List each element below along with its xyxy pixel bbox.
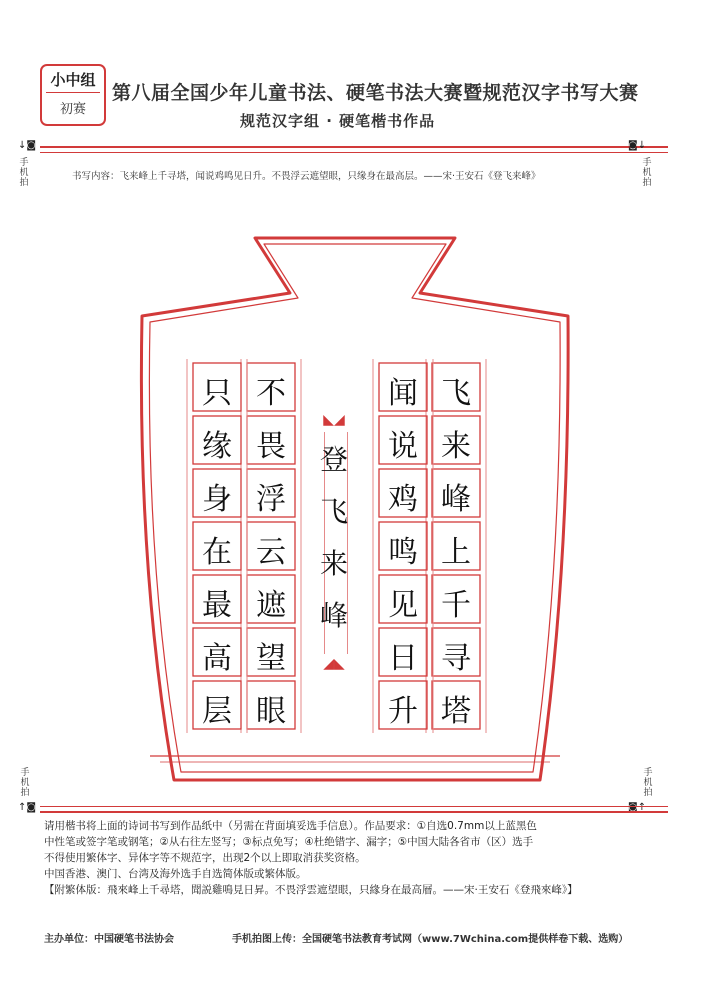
instruction-line-1: 请用楷书将上面的诗词书写到作品纸中（另需在背面填妥选手信息）。作品要求：①自选0.7mm以上蓝黑色: [44, 820, 537, 832]
poem-title-character: 来: [319, 547, 348, 580]
instruction-line-3: 不得使用繁体字、异体字等不规范字，出现2个以上即取消获奖资格。: [44, 852, 366, 864]
chevron-up-icon: ◢◣: [323, 656, 345, 672]
arrow-up-icon: ↑: [637, 802, 647, 813]
poem-character: 望: [256, 641, 286, 676]
camera-marker-bottom-left: [18, 802, 36, 813]
poem-character: 层: [202, 694, 232, 729]
upload-info: 手机拍图上传：全国硬笔书法教育考试网（www.7Wchina.com提供样卷下载、选购）: [232, 934, 629, 945]
instruction-line-4: 中国香港、澳门、台湾及海外选手自选简体版或繁体版。: [44, 868, 307, 880]
camera-icon: ◙: [628, 140, 638, 151]
poem-character: 日: [388, 641, 418, 676]
poem-character: 身: [202, 482, 232, 517]
arrow-down-icon: ↓: [637, 140, 647, 151]
poem-character: 寻: [441, 641, 471, 676]
bottom-rule-thin: [40, 806, 668, 807]
camera-icon: ◙: [26, 802, 37, 813]
instruction-line-2: 中性笔或签字笔或钢笔；②从右往左竖写；③标点免写；④杜绝错字、漏字；⑤中国大陆各省市（区）选手: [44, 836, 534, 848]
instruction-line-5: 【附繁体版：飛來峰上千尋塔，聞説雞鳴見日昇。不畏浮雲遮望眼，只緣身在最高層。——宋·王安石《登飛來峰》】: [44, 884, 578, 896]
poem-character: 见: [388, 588, 418, 623]
poem-character: 说: [388, 429, 418, 464]
poem-character: 鸣: [388, 535, 418, 570]
poem-character: 不: [256, 376, 286, 411]
poem-character: 云: [256, 535, 286, 570]
poem-character: 千: [441, 588, 471, 623]
arrow-up-icon: ↑: [18, 802, 27, 813]
organizer: 主办单位：中国硬笔书法协会: [44, 934, 174, 945]
competition-title: 第八届全国少年儿童书法、硬笔书法大赛暨规范汉字书写大赛: [112, 82, 639, 104]
chevron-down-icon: ◣◢: [323, 412, 345, 428]
poem-character: 峰: [441, 482, 471, 517]
badge-stage: 初赛: [59, 102, 86, 117]
poem-character: 升: [388, 694, 418, 729]
poem-character: 只: [202, 376, 232, 411]
side-label-bottom-right: 手机拍: [643, 768, 653, 798]
poem-character: 畏: [256, 429, 286, 464]
poem-character: 飞: [441, 376, 471, 411]
poem-title-character: 登: [319, 443, 348, 476]
poem-character: 鸡: [388, 482, 418, 517]
arrow-down-icon: ↓: [18, 140, 27, 151]
poem-character: 上: [441, 535, 471, 570]
poem-character: 最: [202, 588, 232, 623]
poem-character: 遮: [256, 588, 286, 623]
camera-icon: ◙: [26, 140, 37, 151]
poem-character: 来: [441, 429, 471, 464]
poem-character: 在: [202, 535, 232, 570]
side-label-top-left: 手机拍: [19, 158, 29, 188]
poem-title-character: 飞: [319, 495, 348, 528]
poem-character: 缘: [202, 429, 232, 464]
poem-character: 浮: [256, 482, 286, 517]
poem-character: 闻: [388, 376, 418, 411]
camera-icon: ◙: [628, 802, 638, 813]
side-label-top-right: 手机拍: [642, 158, 652, 188]
side-label-bottom-left: 手机拍: [20, 768, 30, 798]
poem-character: 高: [202, 641, 232, 676]
bottom-rule: [40, 811, 668, 813]
writing-content: 书写内容：飞来峰上千寻塔，闻说鸡鸣见日升。不畏浮云遮望眼，只缘身在最高层。——宋·王安石《登飞来峰》: [72, 171, 541, 182]
poem-character: 塔: [441, 694, 471, 729]
poem-character: 眼: [256, 694, 286, 729]
competition-subtitle: 规范汉字组 · 硬笔楷书作品: [240, 112, 436, 130]
badge-group: 小中组: [50, 71, 96, 89]
poem-title-character: 峰: [319, 599, 348, 632]
